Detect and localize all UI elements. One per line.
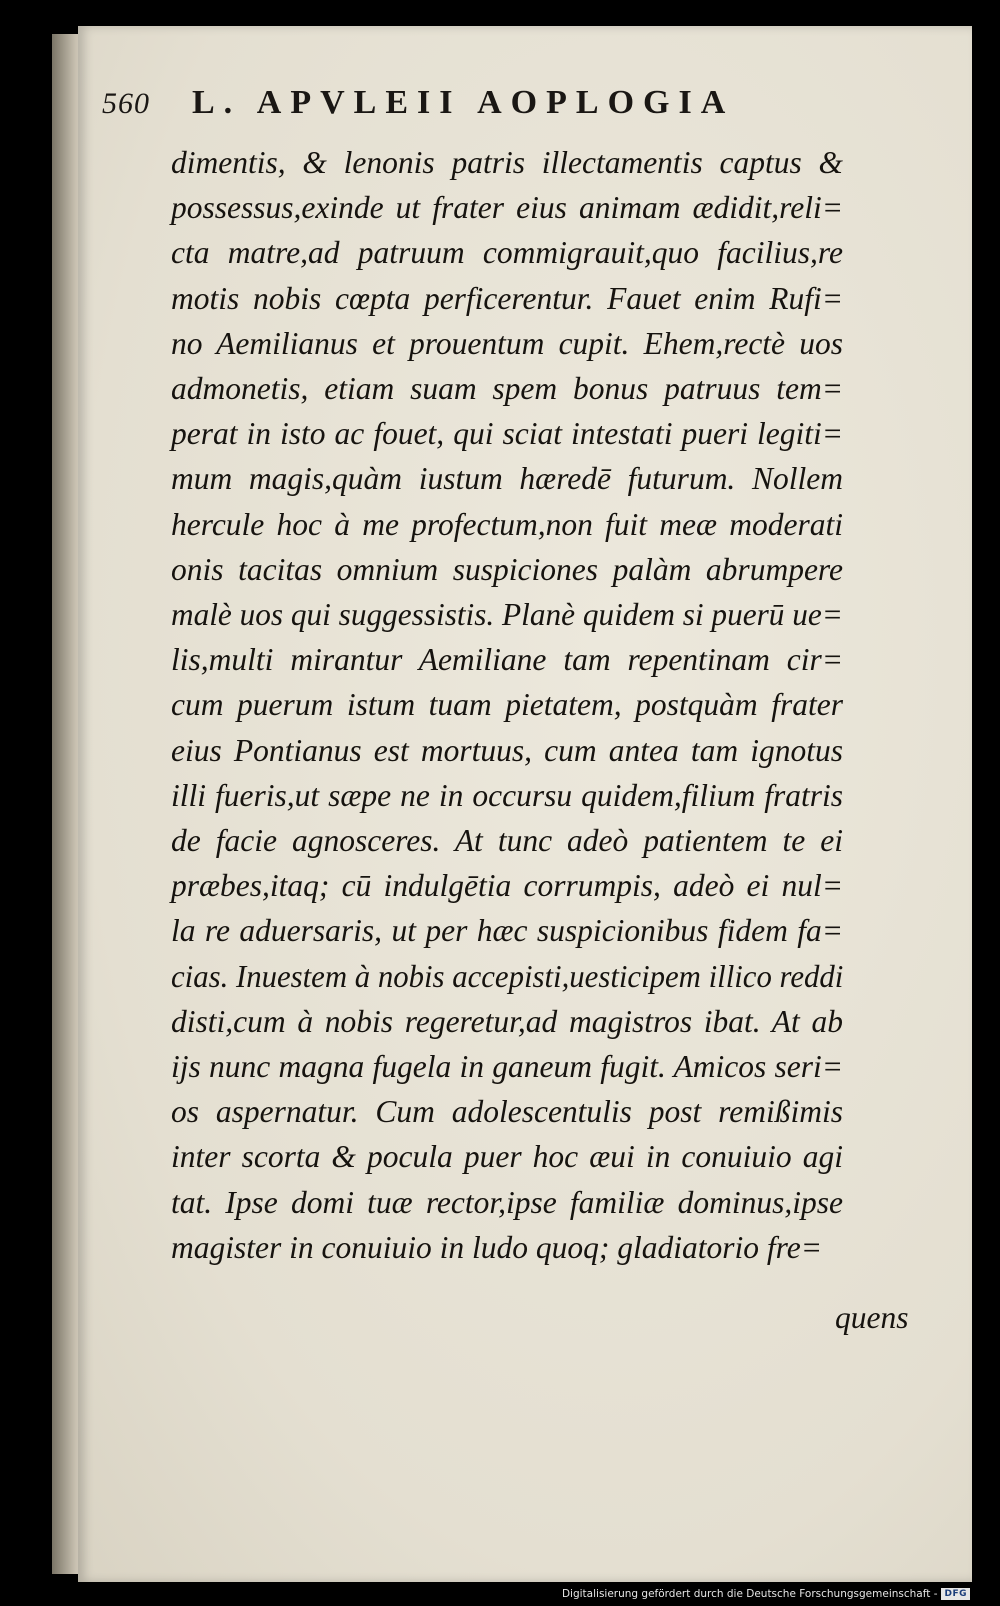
text-line: dimentis, & lenonis patris illectamentis captus &: [171, 145, 843, 180]
text-line: ijs nunc magna fugela in ganeum fugit. Amicos seri=: [171, 1049, 843, 1085]
body-text: [171, 140, 843, 1270]
running-title: L. APVLEII AOPLOGIA: [192, 84, 735, 121]
text-line: magister in conuiuio in ludo quoq; gladiatorio fre=: [171, 1229, 822, 1265]
text-line: inter scorta & pocula puer hoc æui in conuiuio agi: [171, 1139, 843, 1175]
digitization-credit: [562, 1586, 970, 1602]
text-line: perat in isto ac fouet, qui sciat intestati pueri legiti=: [171, 416, 843, 452]
catchword: quens: [835, 1300, 909, 1335]
text-line: motis nobis cœpta perficerentur. Fauet enim Rufi=: [171, 280, 843, 316]
text-line: tat. Ipse domi tuæ rector,ipse familiæ dominus,ipse: [171, 1184, 843, 1220]
text-line: possessus,exinde ut frater eius animam ædidit,reli=: [171, 190, 843, 226]
text-line: eius Pontianus est mortuus, cum antea tam ignotus: [171, 732, 843, 768]
text-line: cias. Inuestem à nobis accepisti,uesticipem illico reddi: [171, 958, 844, 994]
page-number: 560: [102, 87, 150, 120]
text-line: la re aduersaris, ut per hæc suspicionibus fidem fa=: [171, 913, 843, 949]
dfg-logo-icon: DFG: [941, 1588, 970, 1600]
running-head: [102, 84, 902, 130]
text-line: cum puerum istum tuam pietatem, postquàm frater: [171, 687, 843, 723]
text-line: admonetis, etiam suam spem bonus patruus tem=: [171, 371, 843, 407]
text-line: mum magis,quàm iustum hæredē futurum. Nollem: [171, 461, 843, 497]
credit-text: Digitalisierung gefördert durch die Deutsche Forschungsgemeinschaft -: [561, 1588, 938, 1600]
text-line: lis,multi mirantur Aemiliane tam repentinam cir=: [171, 642, 843, 678]
text-line: no Aemilianus et prouentum cupit. Ehem,rectè uos: [171, 325, 843, 361]
text-line: disti,cum à nobis regeretur,ad magistros ibat. At ab: [171, 1003, 843, 1039]
text-line: cta matre,ad patruum commigrauit,quo facilius,re: [171, 235, 843, 271]
text-line: hercule hoc à me profectum,non fuit meæ moderati: [171, 506, 843, 542]
text-line: onis tacitas omnium suspiciones palàm abrumpere: [171, 551, 843, 587]
text-line: malè uos qui suggessistis. Planè quidem si puerū ue=: [171, 597, 843, 633]
text-line: de facie agnosceres. At tunc adeò patientem te ei: [171, 823, 843, 859]
text-line: illi fueris,ut sæpe ne in occursu quidem,filium fratris: [171, 777, 843, 813]
text-line: præbes,itaq; cū indulgētia corrumpis, adeò ei nul=: [171, 868, 843, 904]
text-line: os aspernatur. Cum adolescentulis post remißimis: [171, 1094, 843, 1130]
